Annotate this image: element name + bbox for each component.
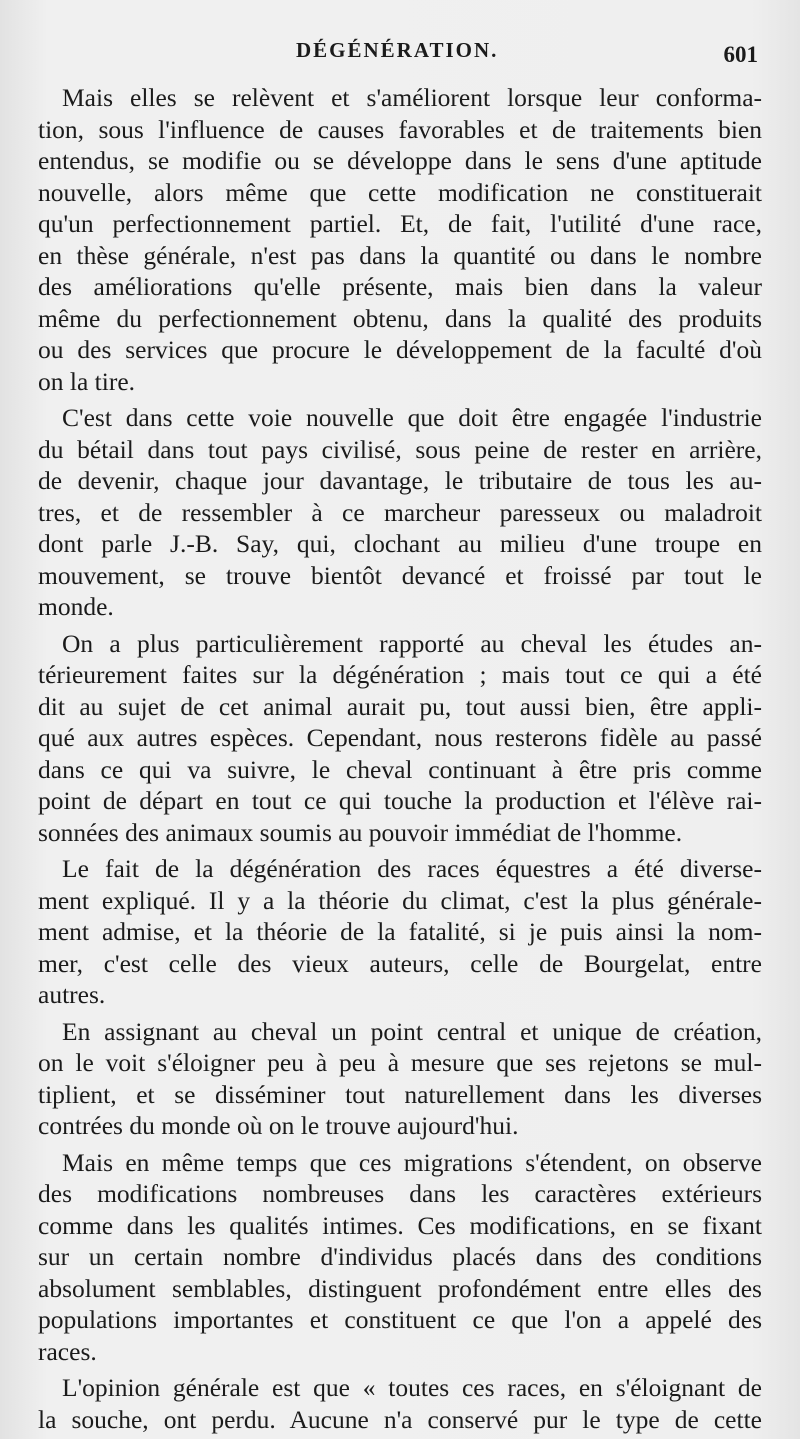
text-line: dans ce qui va suivre, le cheval continuant à être pris comme	[38, 754, 762, 784]
text-line: même du perfectionnement obtenu, dans la qualité des produits	[38, 303, 762, 333]
text-line: tres, et de ressembler à ce marcheur paresseux ou maladroit	[38, 497, 762, 527]
text-line: absolument semblables, distinguent profondément entre elles des	[38, 1273, 762, 1303]
paragraph	[38, 82, 762, 397]
text-line: des modifications nombreuses dans les caractères extérieurs	[38, 1179, 762, 1208]
text-line: On a plus particulièrement rapporté au cheval les études an-	[62, 628, 762, 658]
text-line: ment admise, et la théorie de la fatalité, si je puis ainsi la nom-	[38, 917, 762, 946]
text-line: Mais elles se relèvent et s'améliorent lorsque leur conforma-	[62, 83, 762, 112]
text-line: point de départ en tout ce qui touche la production et l'élève rai-	[38, 786, 762, 815]
text-line: qué aux autres espèces. Cependant, nous resterons fidèle au passé	[38, 723, 762, 752]
text-line: L'opinion générale est que « toutes ces races, en s'éloignant de	[62, 1373, 762, 1402]
running-head	[0, 38, 800, 74]
paragraph	[38, 1372, 762, 1435]
paragraph	[38, 853, 762, 1011]
text-line: la souche, ont perdu. Aucune n'a conservé pur le type de cette	[38, 1404, 762, 1434]
text-line: tion, sous l'influence de causes favorables et de traitements bien	[38, 114, 762, 144]
text-line: nouvelle, alors même que cette modification ne constituerait	[38, 177, 762, 207]
text-line: mer, c'est celle des vieux auteurs, celle de Bourgelat, entre	[38, 948, 762, 978]
text-line: des améliorations qu'elle présente, mais bien dans la valeur	[38, 272, 762, 301]
text-line: populations importantes et constituent ce que l'on a appelé des	[38, 1305, 762, 1334]
text-line: dit au sujet de cet animal aurait pu, tout aussi bien, être appli-	[38, 691, 762, 721]
text-line: ment expliqué. Il y a la théorie du climat, c'est la plus générale-	[38, 885, 762, 915]
page-number: 601	[723, 42, 758, 67]
text-line: autres.	[38, 980, 106, 1009]
body-text	[38, 82, 762, 1435]
paragraph	[38, 1147, 762, 1368]
text-line: monde.	[38, 592, 114, 621]
paragraph	[38, 628, 762, 849]
text-line: en thèse générale, n'est pas dans la quantité ou dans le nombre	[38, 240, 762, 270]
paragraph	[38, 1016, 762, 1142]
text-line: En assignant au cheval un point central et unique de création,	[62, 1016, 762, 1046]
text-line: contrées du monde où on le trouve aujourd'hui.	[38, 1111, 519, 1140]
text-line: entendus, se modifie ou se développe dans le sens d'une aptitude	[38, 146, 762, 175]
running-title: DÉGÉNÉRATION.	[296, 38, 499, 62]
text-line: races.	[38, 1336, 97, 1366]
text-line: mouvement, se trouve bientôt devancé et froissé par tout le	[38, 560, 762, 590]
text-line: Le fait de la dégénération des races équestres a été diverse-	[62, 854, 762, 883]
paragraph	[38, 402, 762, 623]
text-line: Mais en même temps que ces migrations s'étendent, on observe	[62, 1147, 762, 1177]
text-line: on la tire.	[38, 366, 136, 396]
text-line: on le voit s'éloigner peu à peu à mesure que ses rejetons se mul-	[38, 1048, 762, 1077]
text-line: térieurement faites sur la dégénération ; mais tout ce qui a été	[38, 660, 762, 689]
text-line: dont parle J.-B. Say, qui, clochant au milieu d'une troupe en	[38, 529, 762, 558]
text-line: sonnées des animaux soumis au pouvoir immédiat de l'homme.	[38, 817, 683, 847]
text-line: tiplient, et se disséminer tout naturellement dans les diverses	[38, 1079, 762, 1109]
text-line: C'est dans cette voie nouvelle que doit être engagée l'industrie	[62, 403, 762, 432]
text-line: du bétail dans tout pays civilisé, sous peine de rester en arrière,	[38, 434, 762, 464]
text-line: sur un certain nombre d'individus placés dans des conditions	[38, 1242, 762, 1271]
text-line: de devenir, chaque jour davantage, le tributaire de tous les au-	[38, 466, 762, 495]
text-line: qu'un perfectionnement partiel. Et, de fait, l'utilité d'une race,	[38, 209, 762, 238]
text-line: ou des services que procure le développement de la faculté d'où	[38, 335, 762, 364]
text-line: comme dans les qualités intimes. Ces modifications, en se fixant	[38, 1210, 762, 1240]
